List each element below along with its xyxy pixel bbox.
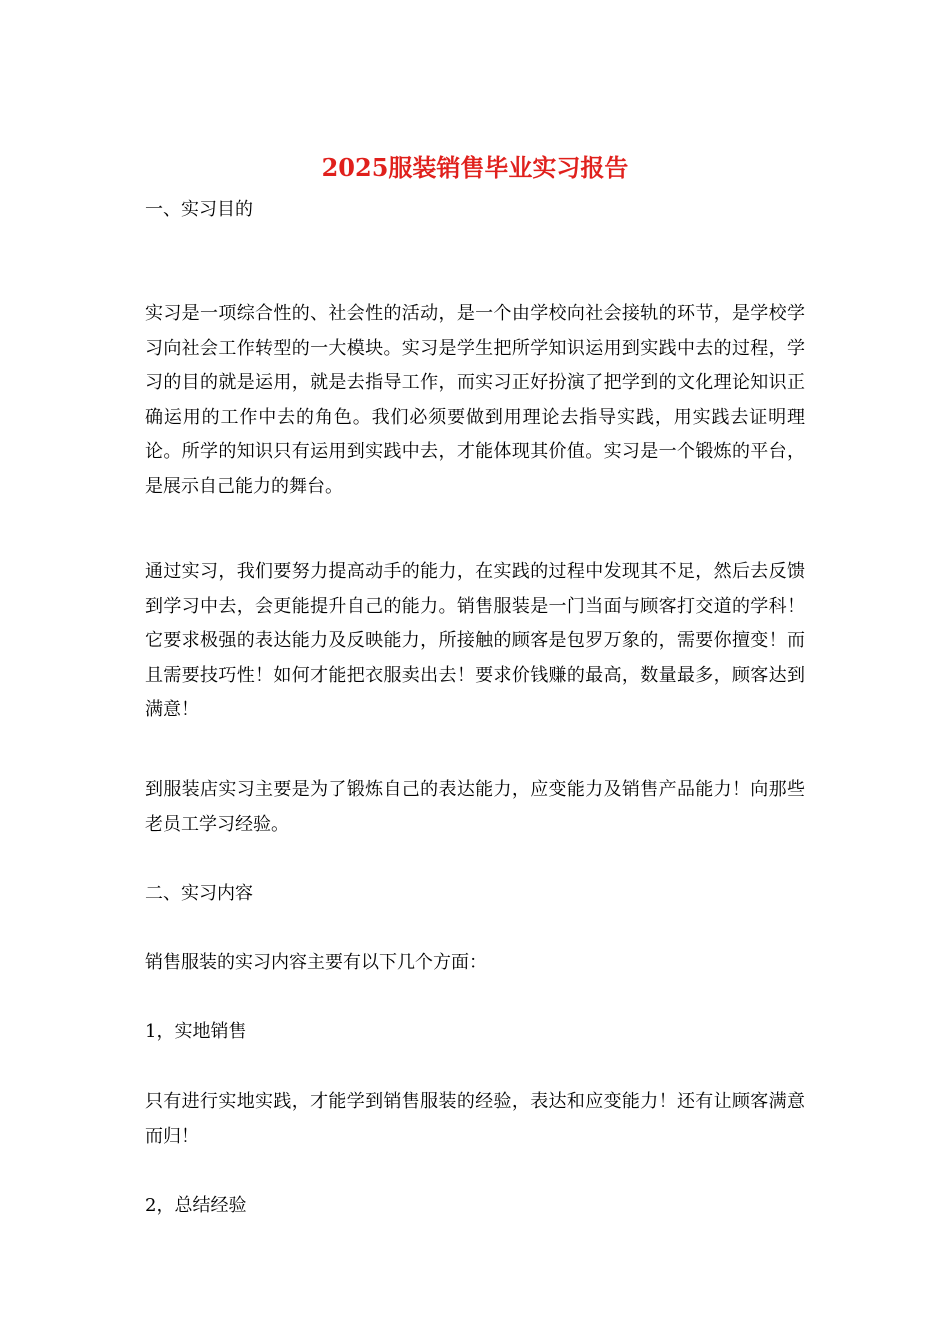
section-heading-content: 二、实习内容	[145, 883, 253, 904]
paragraph-purpose-1: 实习是一项综合性的、社会性的活动，是一个由学校向社会接轨的环节，是学校学习向社会工作转型的一大模块。实习是学生把所学知识运用到实践中去的过程，学习的目的就是运用，就是去指导工作，而实习正好扮演了把学到的文化理论知识正确运用的工作中去的角色。我们必须要做到用理论去指导实践，用实践去证明理论。所学的知识只有运用到实践中去，才能体现其价值。实习是一个锻炼的平台，是展示自己能力的舞台。	[145, 303, 805, 497]
document-title: 2025服装销售毕业实习报告	[321, 153, 629, 182]
list-item-field-sales: 1，实地销售	[145, 1021, 247, 1042]
paragraph-field-sales: 只有进行实地实践，才能学到销售服装的经验，表达和应变能力！还有让顾客满意而归！	[145, 1091, 805, 1147]
section-heading-purpose: 一、实习目的	[145, 199, 253, 220]
paragraph-content-intro: 销售服装的实习内容主要有以下几个方面：	[145, 952, 487, 973]
paragraph-purpose-3: 到服装店实习主要是为了锻炼自己的表达能力，应变能力及销售产品能力！向那些老员工学习经验。	[145, 779, 805, 835]
paragraph-purpose-2: 通过实习，我们要努力提高动手的能力，在实践的过程中发现其不足，然后去反馈到学习中去，会更能提升自己的能力。销售服装是一门当面与顾客打交道的学科！它要求极强的表达能力及反映能力，所接触的顾客是包罗万象的，需要你擅变！而且需要技巧性！如何才能把衣服卖出去！要求价钱赚的最高，数量最多，顾客达到满意！	[145, 561, 805, 720]
list-item-summary: 2，总结经验	[145, 1195, 247, 1216]
